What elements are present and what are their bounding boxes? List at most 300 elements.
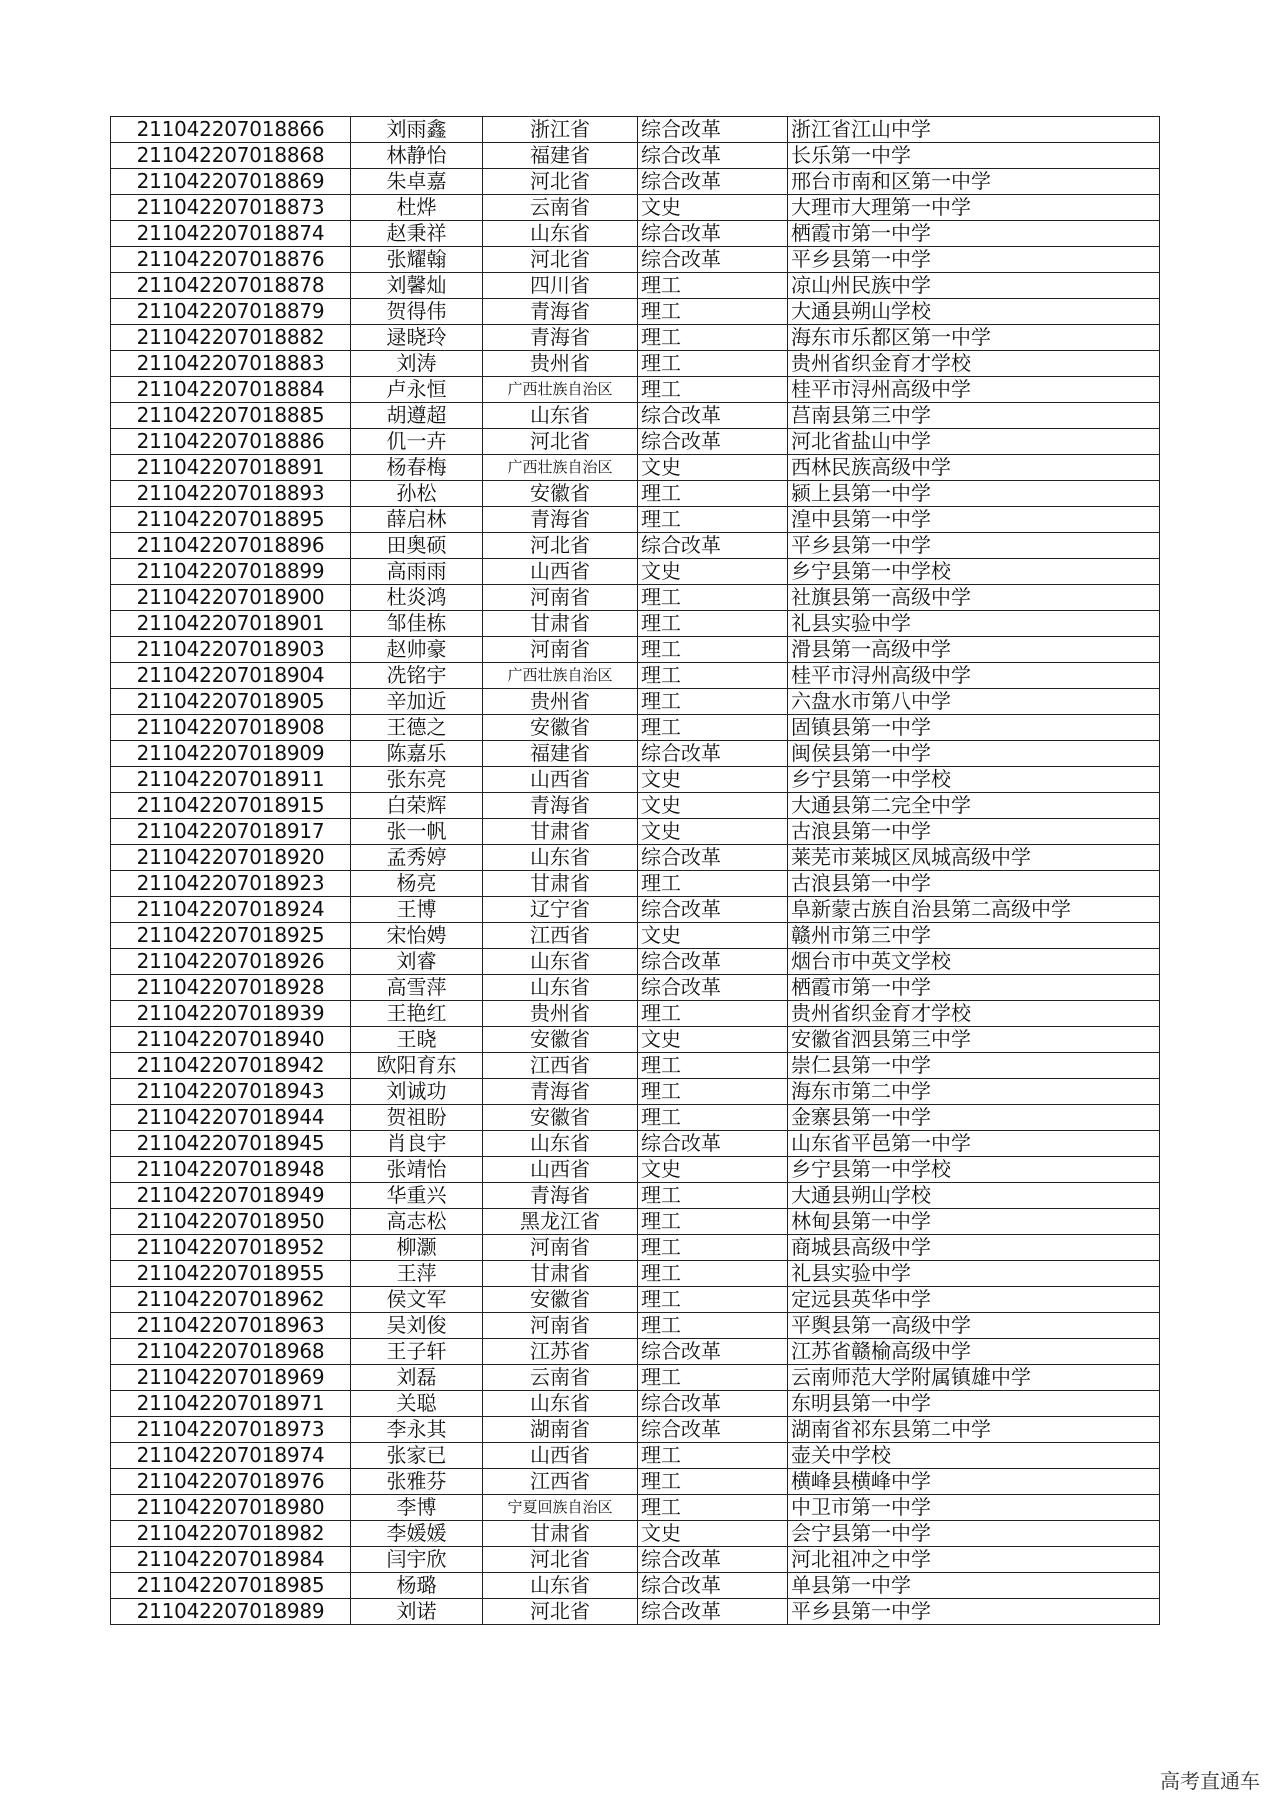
province-cell: 山东省 xyxy=(483,403,638,429)
student-name-cell: 朱卓嘉 xyxy=(351,169,483,195)
student-name-cell: 王子轩 xyxy=(351,1339,483,1365)
table-row xyxy=(111,1131,1160,1157)
school-cell: 凉山州民族中学 xyxy=(788,273,1160,299)
student-name-cell: 王萍 xyxy=(351,1261,483,1287)
student-name-cell: 王晓 xyxy=(351,1027,483,1053)
student-id-cell: 211042207018950 xyxy=(111,1209,351,1235)
table-row xyxy=(111,377,1160,403)
table-row xyxy=(111,819,1160,845)
table-row xyxy=(111,169,1160,195)
subject-category-cell: 理工 xyxy=(638,1365,788,1391)
school-cell: 横峰县横峰中学 xyxy=(788,1469,1160,1495)
province-cell: 安徽省 xyxy=(483,1027,638,1053)
province-cell: 河南省 xyxy=(483,1235,638,1261)
province-cell: 广西壮族自治区 xyxy=(483,455,638,481)
student-name-cell: 孟秀婷 xyxy=(351,845,483,871)
province-cell: 贵州省 xyxy=(483,1001,638,1027)
student-name-cell: 杨亮 xyxy=(351,871,483,897)
school-cell: 会宁县第一中学 xyxy=(788,1521,1160,1547)
province-cell: 湖南省 xyxy=(483,1417,638,1443)
subject-category-cell: 综合改革 xyxy=(638,897,788,923)
subject-category-cell: 文史 xyxy=(638,767,788,793)
school-cell: 东明县第一中学 xyxy=(788,1391,1160,1417)
table-row xyxy=(111,1313,1160,1339)
student-id-cell: 211042207018920 xyxy=(111,845,351,871)
table-row xyxy=(111,611,1160,637)
student-id-cell: 211042207018901 xyxy=(111,611,351,637)
subject-category-cell: 综合改革 xyxy=(638,741,788,767)
school-cell: 海东市第二中学 xyxy=(788,1079,1160,1105)
subject-category-cell: 理工 xyxy=(638,1235,788,1261)
school-cell: 固镇县第一中学 xyxy=(788,715,1160,741)
table-row xyxy=(111,247,1160,273)
student-id-cell: 211042207018923 xyxy=(111,871,351,897)
student-name-cell: 张雅芬 xyxy=(351,1469,483,1495)
province-cell: 青海省 xyxy=(483,1079,638,1105)
province-cell: 河北省 xyxy=(483,247,638,273)
student-id-cell: 211042207018879 xyxy=(111,299,351,325)
subject-category-cell: 综合改革 xyxy=(638,1131,788,1157)
table-row xyxy=(111,1469,1160,1495)
student-id-cell: 211042207018882 xyxy=(111,325,351,351)
student-id-cell: 211042207018883 xyxy=(111,351,351,377)
school-cell: 湟中县第一中学 xyxy=(788,507,1160,533)
table-row xyxy=(111,221,1160,247)
student-name-cell: 侯文军 xyxy=(351,1287,483,1313)
student-id-cell: 211042207018903 xyxy=(111,637,351,663)
student-name-cell: 刘馨灿 xyxy=(351,273,483,299)
province-cell: 甘肃省 xyxy=(483,1261,638,1287)
table-row xyxy=(111,715,1160,741)
student-name-cell: 高雨雨 xyxy=(351,559,483,585)
student-name-cell: 孙松 xyxy=(351,481,483,507)
subject-category-cell: 文史 xyxy=(638,559,788,585)
subject-category-cell: 文史 xyxy=(638,1157,788,1183)
student-name-cell: 华重兴 xyxy=(351,1183,483,1209)
province-cell: 河南省 xyxy=(483,1313,638,1339)
province-cell: 河南省 xyxy=(483,637,638,663)
school-cell: 大通县朔山学校 xyxy=(788,299,1160,325)
student-id-cell: 211042207018896 xyxy=(111,533,351,559)
table-row xyxy=(111,689,1160,715)
table-row xyxy=(111,1209,1160,1235)
province-cell: 黑龙江省 xyxy=(483,1209,638,1235)
subject-category-cell: 综合改革 xyxy=(638,1417,788,1443)
student-name-cell: 薛启林 xyxy=(351,507,483,533)
table-row xyxy=(111,767,1160,793)
province-cell: 贵州省 xyxy=(483,689,638,715)
school-cell: 安徽省泗县第三中学 xyxy=(788,1027,1160,1053)
student-name-cell: 冼铭宇 xyxy=(351,663,483,689)
province-cell: 山东省 xyxy=(483,1391,638,1417)
student-id-cell: 211042207018924 xyxy=(111,897,351,923)
subject-category-cell: 理工 xyxy=(638,325,788,351)
subject-category-cell: 理工 xyxy=(638,507,788,533)
school-cell: 平乡县第一中学 xyxy=(788,533,1160,559)
table-row xyxy=(111,585,1160,611)
student-name-cell: 胡遵超 xyxy=(351,403,483,429)
province-cell: 山西省 xyxy=(483,1443,638,1469)
school-cell: 栖霞市第一中学 xyxy=(788,221,1160,247)
student-id-cell: 211042207018915 xyxy=(111,793,351,819)
province-cell: 安徽省 xyxy=(483,1287,638,1313)
school-cell: 河北省盐山中学 xyxy=(788,429,1160,455)
student-id-cell: 211042207018963 xyxy=(111,1313,351,1339)
province-cell: 山东省 xyxy=(483,845,638,871)
student-name-cell: 逯晓玲 xyxy=(351,325,483,351)
table-row xyxy=(111,507,1160,533)
subject-category-cell: 理工 xyxy=(638,663,788,689)
student-id-cell: 211042207018874 xyxy=(111,221,351,247)
subject-category-cell: 综合改革 xyxy=(638,429,788,455)
student-id-cell: 211042207018893 xyxy=(111,481,351,507)
table-row xyxy=(111,195,1160,221)
student-id-cell: 211042207018926 xyxy=(111,949,351,975)
student-id-cell: 211042207018989 xyxy=(111,1599,351,1625)
student-name-cell: 赵秉祥 xyxy=(351,221,483,247)
student-name-cell: 卢永恒 xyxy=(351,377,483,403)
subject-category-cell: 理工 xyxy=(638,871,788,897)
school-cell: 江苏省赣榆高级中学 xyxy=(788,1339,1160,1365)
province-cell: 广西壮族自治区 xyxy=(483,377,638,403)
student-id-cell: 211042207018982 xyxy=(111,1521,351,1547)
student-name-cell: 宋怡娉 xyxy=(351,923,483,949)
student-id-cell: 211042207018976 xyxy=(111,1469,351,1495)
school-cell: 社旗县第一高级中学 xyxy=(788,585,1160,611)
student-name-cell: 杨春梅 xyxy=(351,455,483,481)
table-row xyxy=(111,1053,1160,1079)
student-name-cell: 关聪 xyxy=(351,1391,483,1417)
province-cell: 青海省 xyxy=(483,793,638,819)
student-id-cell: 211042207018900 xyxy=(111,585,351,611)
subject-category-cell: 综合改革 xyxy=(638,845,788,871)
subject-category-cell: 文史 xyxy=(638,819,788,845)
school-cell: 邢台市南和区第一中学 xyxy=(788,169,1160,195)
table-row xyxy=(111,1183,1160,1209)
admission-roster-table xyxy=(110,116,1160,1625)
school-cell: 古浪县第一中学 xyxy=(788,819,1160,845)
subject-category-cell: 理工 xyxy=(638,1469,788,1495)
school-cell: 莒南县第三中学 xyxy=(788,403,1160,429)
school-cell: 海东市乐都区第一中学 xyxy=(788,325,1160,351)
student-name-cell: 林静怡 xyxy=(351,143,483,169)
subject-category-cell: 文史 xyxy=(638,923,788,949)
student-name-cell: 田奥硕 xyxy=(351,533,483,559)
province-cell: 辽宁省 xyxy=(483,897,638,923)
table-row xyxy=(111,1079,1160,1105)
subject-category-cell: 综合改革 xyxy=(638,1547,788,1573)
student-name-cell: 李博 xyxy=(351,1495,483,1521)
student-id-cell: 211042207018891 xyxy=(111,455,351,481)
subject-category-cell: 文史 xyxy=(638,1521,788,1547)
school-cell: 礼县实验中学 xyxy=(788,1261,1160,1287)
school-cell: 滑县第一高级中学 xyxy=(788,637,1160,663)
school-cell: 壶关中学校 xyxy=(788,1443,1160,1469)
table-row xyxy=(111,481,1160,507)
student-id-cell: 211042207018980 xyxy=(111,1495,351,1521)
student-id-cell: 211042207018945 xyxy=(111,1131,351,1157)
province-cell: 江西省 xyxy=(483,1469,638,1495)
table-row xyxy=(111,1027,1160,1053)
school-cell: 栖霞市第一中学 xyxy=(788,975,1160,1001)
school-cell: 桂平市浔州高级中学 xyxy=(788,663,1160,689)
subject-category-cell: 理工 xyxy=(638,1183,788,1209)
province-cell: 甘肃省 xyxy=(483,1521,638,1547)
school-cell: 金寨县第一中学 xyxy=(788,1105,1160,1131)
table-row xyxy=(111,637,1160,663)
subject-category-cell: 文史 xyxy=(638,793,788,819)
school-cell: 平乡县第一中学 xyxy=(788,247,1160,273)
student-id-cell: 211042207018973 xyxy=(111,1417,351,1443)
province-cell: 河北省 xyxy=(483,1599,638,1625)
subject-category-cell: 理工 xyxy=(638,611,788,637)
table-row xyxy=(111,273,1160,299)
student-name-cell: 刘诺 xyxy=(351,1599,483,1625)
table-row xyxy=(111,1547,1160,1573)
student-id-cell: 211042207018873 xyxy=(111,195,351,221)
province-cell: 青海省 xyxy=(483,507,638,533)
subject-category-cell: 理工 xyxy=(638,1287,788,1313)
student-id-cell: 211042207018952 xyxy=(111,1235,351,1261)
student-name-cell: 辛加近 xyxy=(351,689,483,715)
province-cell: 青海省 xyxy=(483,299,638,325)
student-name-cell: 闫宇欣 xyxy=(351,1547,483,1573)
school-cell: 阜新蒙古族自治县第二高级中学 xyxy=(788,897,1160,923)
table-row xyxy=(111,1573,1160,1599)
subject-category-cell: 理工 xyxy=(638,1261,788,1287)
province-cell: 河北省 xyxy=(483,169,638,195)
table-row xyxy=(111,1235,1160,1261)
school-cell: 河北祖冲之中学 xyxy=(788,1547,1160,1573)
subject-category-cell: 理工 xyxy=(638,1079,788,1105)
student-name-cell: 刘诚功 xyxy=(351,1079,483,1105)
subject-category-cell: 文史 xyxy=(638,195,788,221)
province-cell: 河南省 xyxy=(483,585,638,611)
student-id-cell: 211042207018939 xyxy=(111,1001,351,1027)
school-cell: 古浪县第一中学 xyxy=(788,871,1160,897)
student-name-cell: 李永其 xyxy=(351,1417,483,1443)
student-name-cell: 张家已 xyxy=(351,1443,483,1469)
province-cell: 山东省 xyxy=(483,221,638,247)
school-cell: 山东省平邑第一中学 xyxy=(788,1131,1160,1157)
student-name-cell: 欧阳育东 xyxy=(351,1053,483,1079)
subject-category-cell: 综合改革 xyxy=(638,1391,788,1417)
table-row xyxy=(111,299,1160,325)
province-cell: 河北省 xyxy=(483,1547,638,1573)
subject-category-cell: 综合改革 xyxy=(638,117,788,143)
table-row xyxy=(111,429,1160,455)
subject-category-cell: 理工 xyxy=(638,715,788,741)
school-cell: 颍上县第一中学 xyxy=(788,481,1160,507)
student-id-cell: 211042207018944 xyxy=(111,1105,351,1131)
province-cell: 青海省 xyxy=(483,1183,638,1209)
table-row xyxy=(111,325,1160,351)
school-cell: 大通县第二完全中学 xyxy=(788,793,1160,819)
table-row xyxy=(111,949,1160,975)
province-cell: 山东省 xyxy=(483,975,638,1001)
student-name-cell: 肖良宇 xyxy=(351,1131,483,1157)
student-id-cell: 211042207018955 xyxy=(111,1261,351,1287)
province-cell: 福建省 xyxy=(483,143,638,169)
student-name-cell: 高雪萍 xyxy=(351,975,483,1001)
student-name-cell: 刘睿 xyxy=(351,949,483,975)
school-cell: 云南师范大学附属镇雄中学 xyxy=(788,1365,1160,1391)
student-name-cell: 刘雨鑫 xyxy=(351,117,483,143)
province-cell: 云南省 xyxy=(483,195,638,221)
school-cell: 大理市大理第一中学 xyxy=(788,195,1160,221)
subject-category-cell: 理工 xyxy=(638,1001,788,1027)
school-cell: 六盘水市第八中学 xyxy=(788,689,1160,715)
province-cell: 甘肃省 xyxy=(483,819,638,845)
student-name-cell: 张耀翰 xyxy=(351,247,483,273)
student-id-cell: 211042207018905 xyxy=(111,689,351,715)
province-cell: 安徽省 xyxy=(483,1105,638,1131)
table-row xyxy=(111,871,1160,897)
table-row xyxy=(111,1521,1160,1547)
table-row xyxy=(111,403,1160,429)
table-row xyxy=(111,117,1160,143)
subject-category-cell: 理工 xyxy=(638,1209,788,1235)
province-cell: 青海省 xyxy=(483,325,638,351)
subject-category-cell: 综合改革 xyxy=(638,975,788,1001)
school-cell: 平乡县第一中学 xyxy=(788,1599,1160,1625)
school-cell: 贵州省织金育才学校 xyxy=(788,1001,1160,1027)
province-cell: 山东省 xyxy=(483,949,638,975)
subject-category-cell: 综合改革 xyxy=(638,1573,788,1599)
table-row xyxy=(111,1391,1160,1417)
school-cell: 崇仁县第一中学 xyxy=(788,1053,1160,1079)
school-cell: 烟台市中英文学校 xyxy=(788,949,1160,975)
student-id-cell: 211042207018949 xyxy=(111,1183,351,1209)
student-name-cell: 张靖怡 xyxy=(351,1157,483,1183)
subject-category-cell: 综合改革 xyxy=(638,169,788,195)
student-name-cell: 贺得伟 xyxy=(351,299,483,325)
school-cell: 乡宁县第一中学校 xyxy=(788,1157,1160,1183)
province-cell: 江西省 xyxy=(483,923,638,949)
table-row xyxy=(111,1105,1160,1131)
province-cell: 山东省 xyxy=(483,1573,638,1599)
school-cell: 中卫市第一中学 xyxy=(788,1495,1160,1521)
school-cell: 湖南省祁东县第二中学 xyxy=(788,1417,1160,1443)
province-cell: 广西壮族自治区 xyxy=(483,663,638,689)
school-cell: 商城县高级中学 xyxy=(788,1235,1160,1261)
student-id-cell: 211042207018868 xyxy=(111,143,351,169)
student-id-cell: 211042207018968 xyxy=(111,1339,351,1365)
province-cell: 甘肃省 xyxy=(483,611,638,637)
school-cell: 定远县英华中学 xyxy=(788,1287,1160,1313)
student-id-cell: 211042207018969 xyxy=(111,1365,351,1391)
table-row xyxy=(111,793,1160,819)
subject-category-cell: 理工 xyxy=(638,299,788,325)
roster-body xyxy=(111,117,1160,1625)
school-cell: 桂平市浔州高级中学 xyxy=(788,377,1160,403)
student-id-cell: 211042207018904 xyxy=(111,663,351,689)
table-row xyxy=(111,1365,1160,1391)
table-row xyxy=(111,923,1160,949)
student-id-cell: 211042207018884 xyxy=(111,377,351,403)
student-id-cell: 211042207018962 xyxy=(111,1287,351,1313)
province-cell: 贵州省 xyxy=(483,351,638,377)
province-cell: 山西省 xyxy=(483,559,638,585)
student-name-cell: 杨璐 xyxy=(351,1573,483,1599)
subject-category-cell: 理工 xyxy=(638,1105,788,1131)
subject-category-cell: 理工 xyxy=(638,377,788,403)
table-row xyxy=(111,1417,1160,1443)
subject-category-cell: 理工 xyxy=(638,585,788,611)
student-name-cell: 刘磊 xyxy=(351,1365,483,1391)
student-id-cell: 211042207018885 xyxy=(111,403,351,429)
student-id-cell: 211042207018911 xyxy=(111,767,351,793)
student-id-cell: 211042207018948 xyxy=(111,1157,351,1183)
watermark-text: 高考直通车 xyxy=(1160,1769,1260,1793)
student-id-cell: 211042207018909 xyxy=(111,741,351,767)
student-name-cell: 杜炎鸿 xyxy=(351,585,483,611)
school-cell: 浙江省江山中学 xyxy=(788,117,1160,143)
student-name-cell: 邹佳栋 xyxy=(351,611,483,637)
subject-category-cell: 理工 xyxy=(638,1495,788,1521)
student-id-cell: 211042207018899 xyxy=(111,559,351,585)
table-row xyxy=(111,559,1160,585)
table-row xyxy=(111,143,1160,169)
province-cell: 江苏省 xyxy=(483,1339,638,1365)
table-row xyxy=(111,1001,1160,1027)
student-name-cell: 柳灏 xyxy=(351,1235,483,1261)
student-id-cell: 211042207018869 xyxy=(111,169,351,195)
table-row xyxy=(111,455,1160,481)
table-row xyxy=(111,1599,1160,1625)
student-name-cell: 高志松 xyxy=(351,1209,483,1235)
province-cell: 四川省 xyxy=(483,273,638,299)
student-id-cell: 211042207018971 xyxy=(111,1391,351,1417)
student-id-cell: 211042207018886 xyxy=(111,429,351,455)
table-row xyxy=(111,351,1160,377)
student-name-cell: 贺祖盼 xyxy=(351,1105,483,1131)
school-cell: 西林民族高级中学 xyxy=(788,455,1160,481)
table-row xyxy=(111,1339,1160,1365)
province-cell: 江西省 xyxy=(483,1053,638,1079)
subject-category-cell: 综合改革 xyxy=(638,143,788,169)
province-cell: 云南省 xyxy=(483,1365,638,1391)
subject-category-cell: 理工 xyxy=(638,1313,788,1339)
province-cell: 安徽省 xyxy=(483,481,638,507)
student-id-cell: 211042207018928 xyxy=(111,975,351,1001)
student-name-cell: 仉一卉 xyxy=(351,429,483,455)
table-row xyxy=(111,663,1160,689)
student-name-cell: 白荣辉 xyxy=(351,793,483,819)
table-row xyxy=(111,741,1160,767)
student-name-cell: 吴刘俊 xyxy=(351,1313,483,1339)
student-id-cell: 211042207018866 xyxy=(111,117,351,143)
student-name-cell: 王德之 xyxy=(351,715,483,741)
school-cell: 乡宁县第一中学校 xyxy=(788,559,1160,585)
table-row xyxy=(111,845,1160,871)
province-cell: 山东省 xyxy=(483,1131,638,1157)
subject-category-cell: 综合改革 xyxy=(638,1599,788,1625)
province-cell: 宁夏回族自治区 xyxy=(483,1495,638,1521)
student-id-cell: 211042207018942 xyxy=(111,1053,351,1079)
school-cell: 乡宁县第一中学校 xyxy=(788,767,1160,793)
student-id-cell: 211042207018908 xyxy=(111,715,351,741)
school-cell: 贵州省织金育才学校 xyxy=(788,351,1160,377)
student-id-cell: 211042207018917 xyxy=(111,819,351,845)
province-cell: 山西省 xyxy=(483,1157,638,1183)
subject-category-cell: 理工 xyxy=(638,689,788,715)
subject-category-cell: 文史 xyxy=(638,1027,788,1053)
student-name-cell: 陈嘉乐 xyxy=(351,741,483,767)
subject-category-cell: 理工 xyxy=(638,351,788,377)
subject-category-cell: 综合改革 xyxy=(638,403,788,429)
student-name-cell: 张一帆 xyxy=(351,819,483,845)
